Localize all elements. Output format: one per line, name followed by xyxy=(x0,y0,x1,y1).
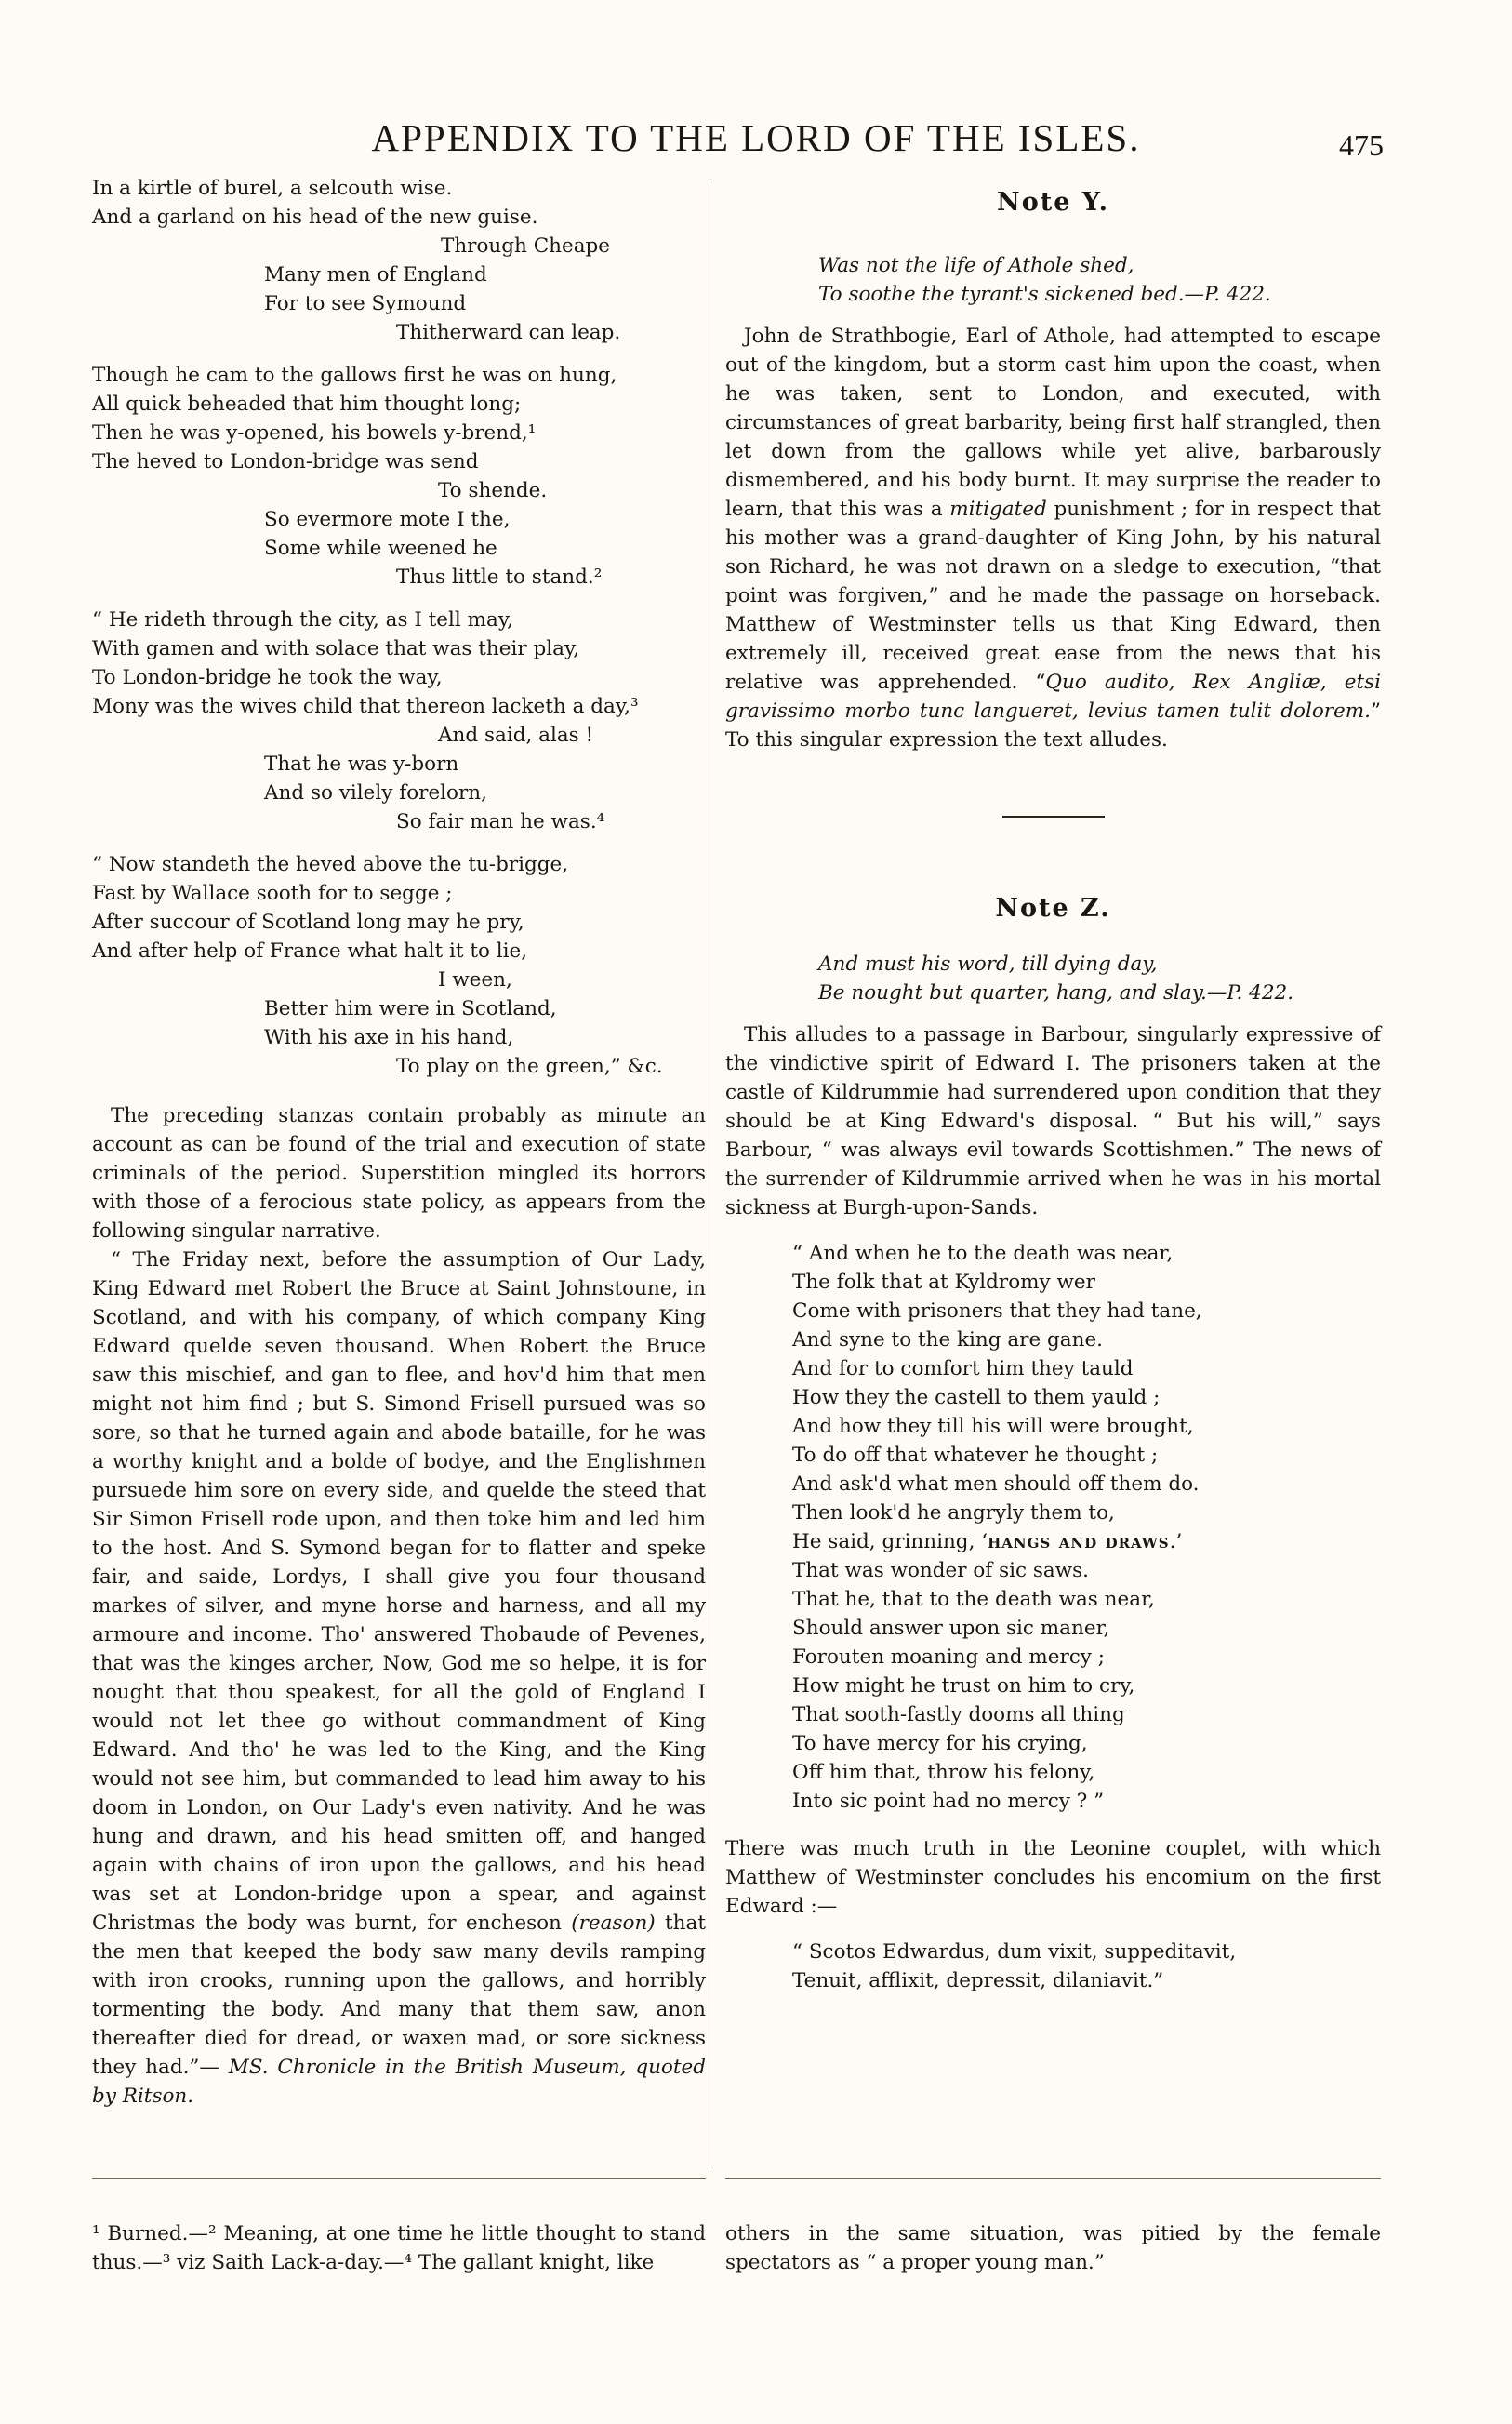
latin-couplet xyxy=(725,1938,1381,1995)
right-column xyxy=(725,186,1381,1995)
footnote-right: others in the same situation, was pitied by the female spectators as “ a proper young man.” xyxy=(725,2222,1381,2274)
verse-line: To London-bridge he took the way, xyxy=(92,666,443,689)
verse-line: To do off that whatever he thought ; xyxy=(792,1444,1159,1467)
verse-line xyxy=(792,1527,1381,1556)
verse-line: For to see Symound xyxy=(264,292,467,315)
footnote-left: ¹ Burned.—² Meaning, at one time he little thought to stand thus.—³ viz Saith Lack-a-day.—⁴ The gallant knight, like xyxy=(92,2222,706,2274)
note-y-latin: Quo audito, Rex Angliæ, etsi gravissimo morbo tunc langueret, levius tamen tulit dolorem. xyxy=(725,671,1382,723)
gloss-reason: (reason) xyxy=(571,1911,656,1935)
note-z-heading: Note Z. xyxy=(995,894,1111,923)
note-z-closing: There was much truth in the Leonine couplet, with which Matthew of Westminster concludes his encomium on the first Edward :— xyxy=(725,1837,1381,1918)
verse-line: To play on the green,” &c. xyxy=(396,1055,663,1078)
verse-line: With his axe in his hand, xyxy=(264,1026,514,1049)
note-y-text: ” To this singular expression the text alludes. xyxy=(725,699,1381,752)
note-y-text: punishment ; for in respect that his mother was a grand-daughter of King John, by his natural son Richard, he was not drawn on a sledge to execution, “that point was forgiven,” and he made the passage on horseback. Matthew of Westminster tells us that King Edward, then extremely ill, received great ease from the news that his relative was apprehended. “ xyxy=(725,498,1381,694)
verse-line: Into sic point had no mercy ? ” xyxy=(792,1790,1105,1813)
verse-line: And for to comfort him they tauld xyxy=(792,1357,1134,1380)
verse-line: All quick beheaded that him thought long; xyxy=(92,393,522,416)
verse-line: To shende. xyxy=(438,479,548,502)
verse-line: With gamen and with solace that was their play, xyxy=(92,637,580,660)
chronicle-quotation xyxy=(92,1245,706,2111)
note-y-emphasis: mitigated xyxy=(949,498,1047,521)
verse-line: So evermore mote I the, xyxy=(264,508,511,531)
note-z-body: This alludes to a passage in Barbour, singularly expressive of the vindictive spirit of Edward I. The prisoners taken at the castle of Kildrummie had surrendered upon condition that they should be at King Edward's disposal. “ But his will,” says Barbour, “ was always evil towards Scottishmen.” The news of the surrender of Kildrummie arrived when he was in his mortal sickness at Burgh-upon-Sands. xyxy=(725,1023,1381,1219)
verse-line: Should answer upon sic maner, xyxy=(792,1617,1110,1640)
verse-line: Fast by Wallace sooth for to segge ; xyxy=(92,882,453,905)
verse-text: .’ xyxy=(1169,1530,1183,1553)
verse-line: Many men of England xyxy=(264,263,487,286)
verse-line: “ Now standeth the heved above the tu-brigge, xyxy=(92,853,569,876)
verse-line: Better him were in Scotland, xyxy=(264,997,557,1020)
source-citation: MS. Chronicle in the British Museum, quoted by Ritson. xyxy=(92,2056,706,2108)
verse-line: To have mercy for his crying, xyxy=(792,1732,1088,1755)
ballad-stanza-4 xyxy=(92,850,706,1081)
barbour-quotation xyxy=(725,1239,1381,1816)
verse-line: Then he was y-opened, his bowels y-brend,¹ xyxy=(92,421,537,445)
verse-line: That sooth-fastly dooms all thing xyxy=(792,1703,1125,1726)
page-number: 475 xyxy=(1339,128,1384,162)
verse-line: And syne to the king are gane. xyxy=(792,1328,1104,1352)
verse-line: That he, that to the death was near, xyxy=(792,1588,1155,1611)
note-y-motto-line: To soothe the tyrant's sickened bed.—P. 422. xyxy=(818,283,1271,306)
quotation-text: “ The Friday next, before the assumption of Our Lady, King Edward met Robert the Bruce at Saint Johnstoune, in Scotland, and with his company, of which company King Edward quelde seven thousand. When Robert the Bruce saw this mischief, and gan to flee, and hov'd him that men might not him find ; but S. Simond Frisell pursued was so sore, so that he turned again and abode bataille, for he was a worthy knight and a bolde of bodye, and the Englishmen pursuede him sore on every side, and quelde the steed that Sir Simon Frisell rode upon, and then toke him and led him to the host. And S. Symond began for to flatter and speke fair, and saide, Lordys, I shall give you four thousand markes of silver, and myne horse and harness, and all my armoure and income. Tho' answered Thobaude of Pevenes, that was the kinges archer, Now, God me so helpe, it is for nought that thou speakest, for all the gold of England I would not let thee go without commandment of King Edward. And tho' he was led to the King, and the King would not see him, but commanded to lead him away to his doom in London, on Our Lady's even nativity. And he was hung and drawn, and his head smitten off, and hanged again with chains of iron upon the gallows, and his head was set at London-bridge upon a spear, and against Christmas the body was burnt, for encheson xyxy=(92,1248,706,1935)
verse-line: The heved to London-bridge was send xyxy=(92,450,479,473)
verse-line: And a garland on his head of the new guise. xyxy=(92,206,538,229)
verse-line: I ween, xyxy=(438,968,512,992)
verse-line: And ask'd what men should off them do. xyxy=(792,1472,1200,1496)
note-y-motto-line: Was not the life of Athole shed, xyxy=(818,254,1134,277)
ballad-stanza-3 xyxy=(92,606,706,836)
verse-line: “ He rideth through the city, as I tell may, xyxy=(92,608,513,632)
verse-line: Off him that, throw his felony, xyxy=(792,1761,1095,1784)
commentary-paragraph: The preceding stanzas contain probably as minute an account as can be found of the trial and execution of state criminals of the period. Superstition mingled its horrors with those of a ferocious state policy, as appears from the following singular narrative. xyxy=(92,1104,706,1243)
verse-line: Though he cam to the gallows first he was on hung, xyxy=(92,364,617,387)
verse-line: Thus little to stand.² xyxy=(396,566,603,589)
ballad-stanza-2 xyxy=(92,361,706,592)
verse-line: In a kirtle of burel, a selcouth wise. xyxy=(92,177,453,200)
note-y-body xyxy=(725,322,1381,754)
quotation-text: that the men that keeped the body saw many devils ramping with iron crooks, running upon the gallows, and horribly tormenting the body. And many that them saw, anon thereafter died for dread, or waxen mad, or sore sickness they had.”— xyxy=(92,1911,706,2079)
verse-line: And said, alas ! xyxy=(438,724,594,747)
verse-line: Thitherward can leap. xyxy=(396,321,621,344)
verse-line: How might he trust on him to cry, xyxy=(792,1674,1135,1698)
verse-line: Some while weened he xyxy=(264,537,497,560)
verse-line: Come with prisoners that they had tane, xyxy=(792,1299,1202,1323)
footnote-rule-right xyxy=(725,2178,1381,2179)
running-header-title: APPENDIX TO THE LORD OF THE ISLES. xyxy=(371,116,1141,159)
verse-line: “ And when he to the death was near, xyxy=(792,1242,1174,1265)
verse-line: The folk that at Kyldromy wer xyxy=(792,1271,1095,1294)
hangs-and-draws: hangs and draws xyxy=(988,1530,1170,1553)
verse-line: Then look'd he angryly them to, xyxy=(792,1501,1115,1525)
verse-line: And how they till his will were brought, xyxy=(792,1415,1194,1438)
verse-line: Through Cheape xyxy=(441,234,611,258)
verse-line: That was wonder of sic saws. xyxy=(792,1559,1090,1582)
verse-line: That he was y-born xyxy=(264,753,459,776)
verse-line: And so vilely forelorn, xyxy=(264,781,487,805)
verse-line: Forouten moaning and mercy ; xyxy=(792,1645,1106,1669)
verse-line: Tenuit, afflixit, depressit, dilaniavit.” xyxy=(792,1969,1164,1992)
note-y-text: John de Strathbogie, Earl of Athole, had attempted to escape out of the kingdom, but a storm cast him upon the coast, when he was taken, sent to London, and executed, with circumstances of great barbarity, being first half strangled, then let down from the gallows while yet alive, barbarously dismembered, and his body burnt. It may surprise the reader to learn, that this was a xyxy=(725,325,1381,521)
verse-line: Mony was the wives child that thereon lacketh a day,³ xyxy=(92,695,639,718)
verse-text: He said, grinning, ‘ xyxy=(792,1530,988,1553)
ballad-stanza-1 xyxy=(92,174,706,347)
verse-line: So fair man he was.⁴ xyxy=(396,810,605,833)
note-z-motto-line: Be nought but quarter, hang, and slay.—P. 422. xyxy=(818,981,1294,1005)
verse-line: And after help of France what halt it to lie, xyxy=(92,939,528,963)
note-y-heading: Note Y. xyxy=(997,188,1109,217)
footnote-rule-left xyxy=(92,2178,706,2179)
verse-line: After succour of Scotland long may he pry, xyxy=(92,911,524,934)
left-column xyxy=(92,174,706,2111)
verse-line: How they the castell to them yauld ; xyxy=(792,1386,1161,1409)
verse-line: “ Scotos Edwardus, dum vixit, suppeditavit, xyxy=(792,1940,1237,1964)
note-z-motto-line: And must his word, till dying day, xyxy=(818,952,1158,976)
